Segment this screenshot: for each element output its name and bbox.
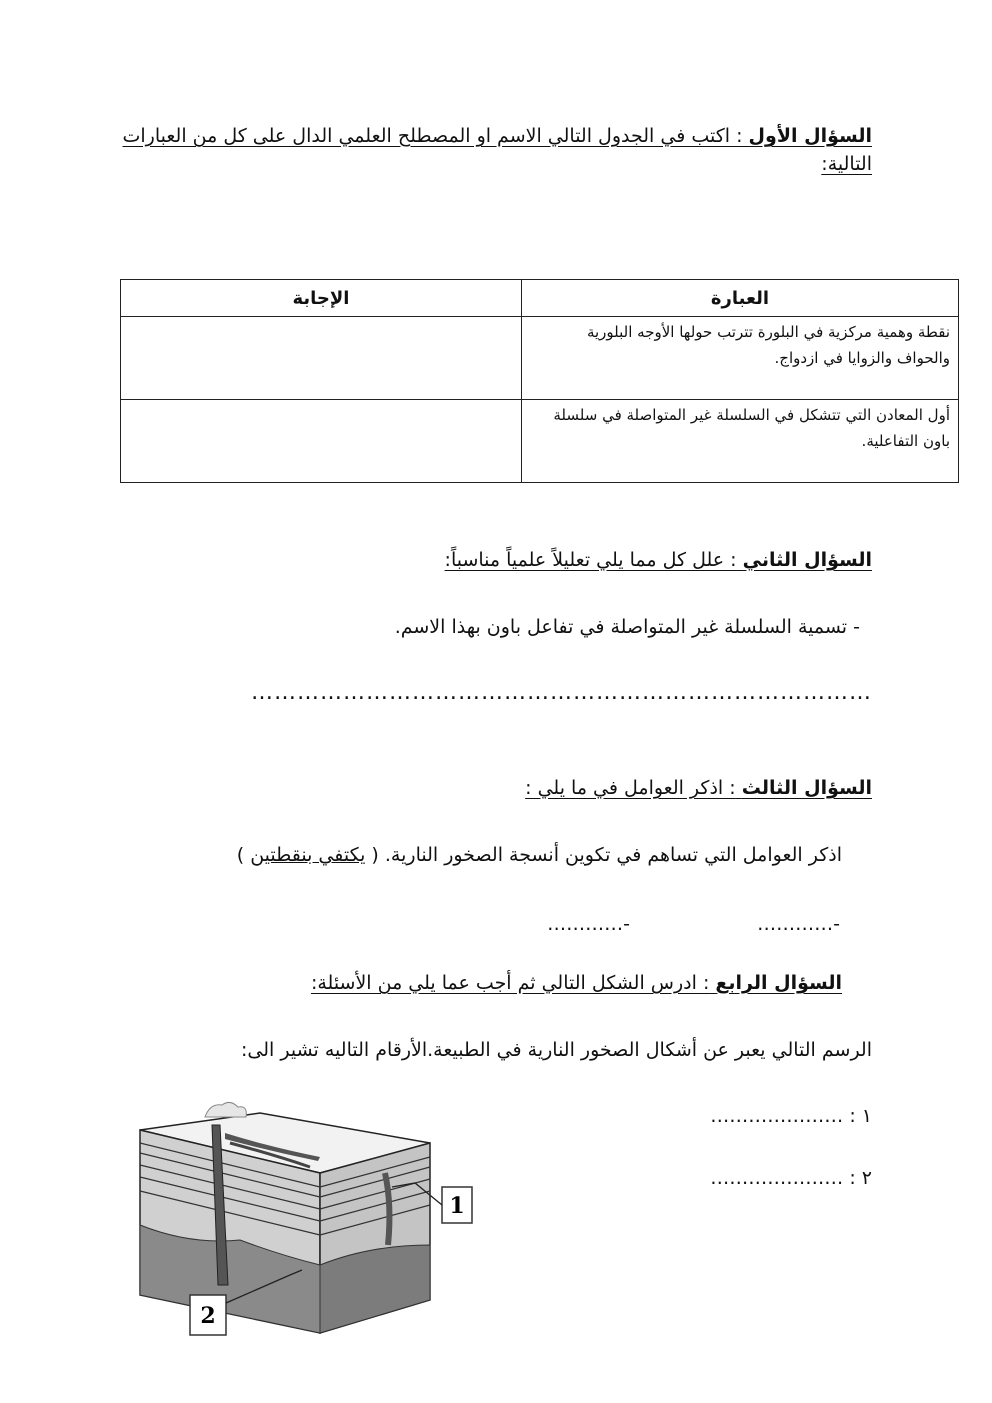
question-3-blank-2[interactable]: -…………: [547, 913, 630, 935]
question-2-label: السؤال الثاني: [742, 549, 872, 571]
header-statement: العبارة: [522, 280, 959, 317]
question-3-item: [120, 841, 842, 869]
terms-table: [120, 279, 959, 483]
table-row: [121, 400, 959, 483]
question-3-text: : اذكر العوامل في ما يلي :: [525, 777, 736, 799]
figure-label-1: 1: [449, 1193, 465, 1219]
question-2-answer-line[interactable]: ………………………………………………………………………: [251, 680, 872, 705]
question-3-heading: [120, 774, 872, 802]
answer-cell[interactable]: [121, 400, 522, 483]
question-2-heading: [120, 546, 872, 574]
statement-cell: نقطة وهمية مركزية في البلورة تترتب حولها الأوجه البلورية والحواف والزوايا في ازدواج.: [522, 317, 959, 400]
answer-number: ٢: [861, 1167, 872, 1189]
statement-cell: أول المعادن التي تتشكل في السلسلة غير المتواصلة في سلسلة باون التفاعلية.: [522, 400, 959, 483]
volcano-vent-icon: [205, 1102, 246, 1117]
table-row: [121, 317, 959, 400]
question-3-item-note: يكتفي بنقطتين: [250, 844, 366, 866]
question-3-item-main: اذكر العوامل التي تساهم في تكوين أنسجة الصخور النارية. (: [371, 844, 842, 866]
answer-line[interactable]: : …………………: [710, 1105, 856, 1127]
question-3-label: السؤال الثالث: [741, 777, 872, 799]
table-header-row: [121, 280, 959, 317]
question-2-item: - تسمية السلسلة غير المتواصلة في تفاعل باون بهذا الاسم.: [394, 616, 860, 638]
question-1-text: : اكتب في الجدول التالي الاسم او المصطلح العلمي الدال على كل من العبارات التالية:: [122, 125, 872, 175]
question-4-description: الرسم التالي يعبر عن أشكال الصخور النارية في الطبيعة.الأرقام التاليه تشير الى:: [241, 1039, 872, 1061]
answer-number: ١: [861, 1105, 872, 1127]
igneous-rock-diagram: [130, 1095, 490, 1345]
answer-line[interactable]: : …………………: [710, 1167, 856, 1189]
question-1-heading: [120, 122, 872, 178]
header-answer: الإجابة: [121, 280, 522, 317]
question-3-blank-1[interactable]: -…………: [757, 913, 840, 935]
answer-cell[interactable]: [121, 317, 522, 400]
question-4-answer-2: [600, 1164, 872, 1192]
question-4-text: : ادرس الشكل التالي ثم أجب عما يلي من الأسئلة:: [310, 972, 710, 994]
question-4-heading: [120, 969, 842, 997]
question-1-label: السؤال الأول: [748, 125, 872, 147]
figure-label-2: 2: [200, 1303, 216, 1329]
question-4-answer-1: [600, 1102, 872, 1130]
question-3-item-close: ): [236, 844, 245, 866]
question-4-label: السؤال الرابع: [715, 972, 842, 994]
question-2-text: : علل كل مما يلي تعليلاً علمياً مناسباً:: [444, 549, 737, 571]
